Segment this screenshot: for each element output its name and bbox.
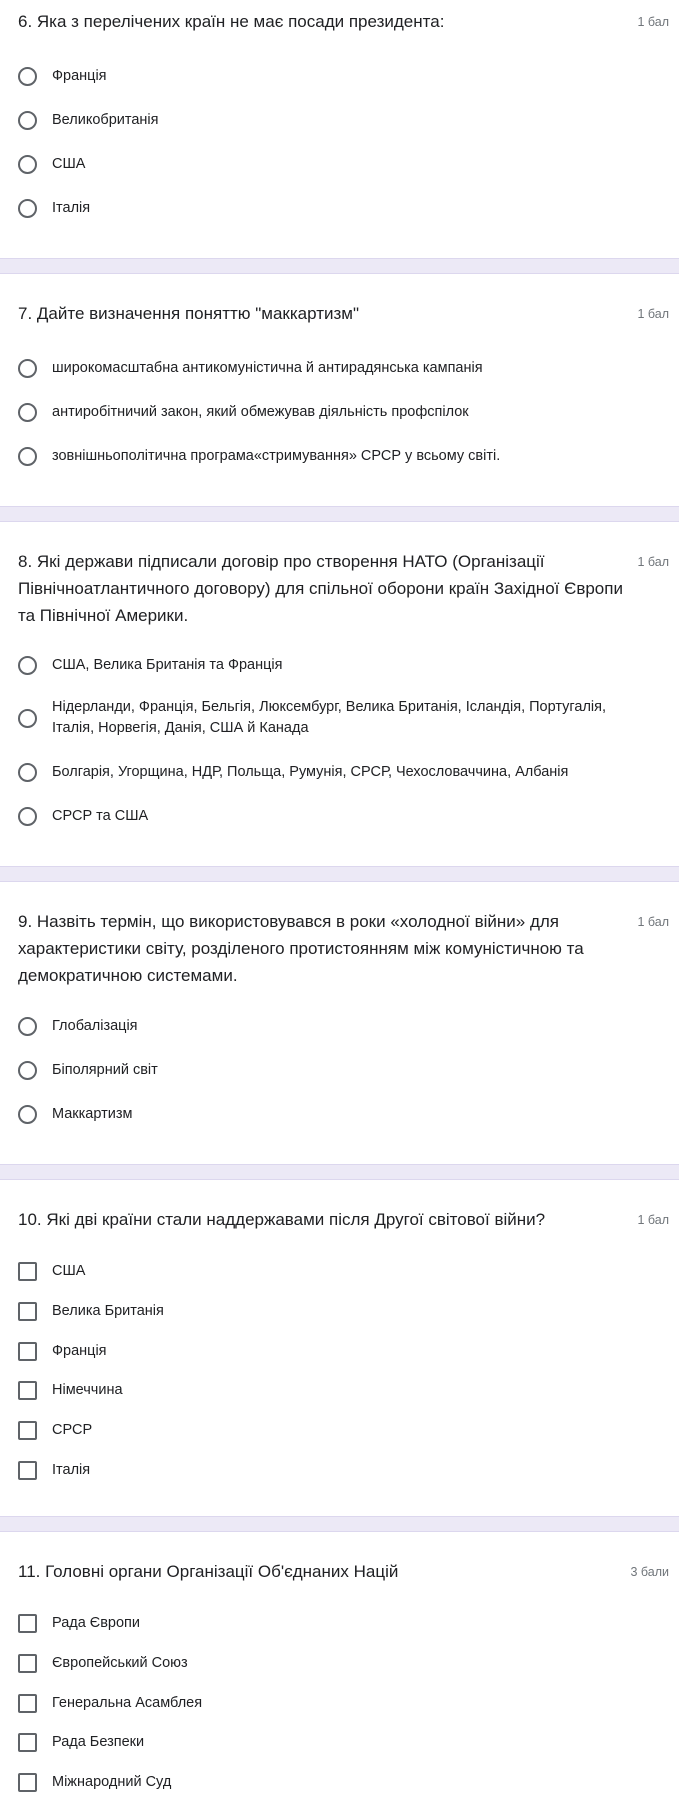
checkbox[interactable] (18, 1342, 37, 1361)
option-label: Глобалізація (52, 1018, 138, 1034)
radio-button[interactable] (18, 1105, 37, 1124)
option-checkbox[interactable] (18, 1301, 658, 1322)
checkbox[interactable] (18, 1461, 37, 1480)
option-label: Європейський Союз (52, 1655, 188, 1671)
checkbox[interactable] (18, 1421, 37, 1440)
section-divider (0, 1516, 679, 1532)
checkbox[interactable] (18, 1733, 37, 1752)
checkbox[interactable] (18, 1694, 37, 1713)
question-points: 1 бал (637, 1213, 669, 1227)
question-card-11 (0, 1532, 679, 1807)
question-points: 1 бал (637, 915, 669, 929)
option-label: Франція (52, 1343, 107, 1359)
option-radio[interactable] (18, 446, 658, 467)
option-radio[interactable] (18, 1060, 658, 1081)
question-points: 1 бал (637, 307, 669, 321)
option-label: Рада Європи (52, 1615, 141, 1631)
checkbox[interactable] (18, 1654, 37, 1673)
checkbox[interactable] (18, 1302, 37, 1321)
option-radio[interactable] (18, 66, 658, 87)
option-label: зовнішньополітична програма«стримування» СРСР у всьому світі. (52, 448, 501, 464)
radio-button[interactable] (18, 763, 37, 782)
option-radio[interactable] (18, 154, 658, 175)
question-points: 1 бал (637, 15, 669, 29)
option-radio[interactable] (18, 198, 658, 219)
option-checkbox[interactable] (18, 1261, 658, 1282)
option-radio[interactable] (18, 1104, 658, 1125)
option-radio[interactable] (18, 762, 658, 783)
radio-button[interactable] (18, 656, 37, 675)
option-radio[interactable] (18, 110, 658, 131)
question-card-8 (0, 522, 679, 866)
option-label: США (52, 156, 86, 172)
option-checkbox[interactable] (18, 1693, 658, 1714)
section-divider (0, 506, 679, 522)
question-points: 1 бал (637, 555, 669, 569)
option-label: Генеральна Асамблея (52, 1695, 203, 1711)
question-card-6 (0, 0, 679, 258)
question-points: 3 бали (630, 1565, 669, 1579)
option-checkbox[interactable] (18, 1653, 658, 1674)
option-radio[interactable] (18, 1016, 658, 1037)
option-checkbox[interactable] (18, 1460, 658, 1481)
option-label: Велика Британія (52, 1303, 164, 1319)
radio-button[interactable] (18, 1061, 37, 1080)
option-label: Італія (52, 200, 91, 216)
section-divider (0, 1164, 679, 1180)
option-checkbox[interactable] (18, 1772, 658, 1793)
option-label: СРСР та США (52, 808, 149, 824)
radio-button[interactable] (18, 807, 37, 826)
option-checkbox[interactable] (18, 1613, 658, 1634)
radio-button[interactable] (18, 1017, 37, 1036)
option-label: Німеччина (52, 1382, 123, 1398)
option-label: США, Велика Британія та Франція (52, 657, 283, 673)
option-radio[interactable] (18, 402, 658, 423)
option-label: СРСР (52, 1422, 93, 1438)
option-label: Біполярний світ (52, 1062, 158, 1078)
option-label: Великобританія (52, 112, 159, 128)
option-label: США (52, 1263, 86, 1279)
option-label: Франція (52, 68, 107, 84)
option-checkbox[interactable] (18, 1341, 658, 1362)
section-divider (0, 866, 679, 882)
question-title: 6. Яка з перелічених країн не має посади президента: (18, 12, 445, 31)
radio-button[interactable] (18, 199, 37, 218)
option-checkbox[interactable] (18, 1380, 658, 1401)
radio-button[interactable] (18, 67, 37, 86)
checkbox[interactable] (18, 1773, 37, 1792)
radio-button[interactable] (18, 359, 37, 378)
option-label: Рада Безпеки (52, 1734, 145, 1750)
option-label: Міжнародний Суд (52, 1774, 172, 1790)
checkbox[interactable] (18, 1614, 37, 1633)
option-radio[interactable] (18, 697, 658, 739)
option-label: Нідерланди, Франція, Бельгія, Люксембург, Велика Британія, Ісландія, Португалія, Італія, Норвегія, Данія, США й Канада (52, 699, 607, 736)
option-checkbox[interactable] (18, 1732, 658, 1753)
radio-button[interactable] (18, 709, 37, 728)
option-radio[interactable] (18, 655, 658, 676)
question-title: 11. Головні органи Організації Об'єднаних Націй (18, 1562, 399, 1581)
option-checkbox[interactable] (18, 1420, 658, 1441)
option-radio[interactable] (18, 806, 658, 827)
question-card-10 (0, 1180, 679, 1516)
option-label: Італія (52, 1462, 91, 1478)
option-label: Болгарія, Угорщина, НДР, Польща, Румунія, СРСР, Чехословаччина, Албанія (52, 764, 569, 780)
checkbox[interactable] (18, 1262, 37, 1281)
question-card-7 (0, 274, 679, 506)
option-label: Маккартизм (52, 1106, 133, 1122)
question-title: 10. Які дві країни стали наддержавами після Другої світової війни? (18, 1210, 546, 1229)
question-title: 9. Назвіть термін, що використовувався в роки «холодної війни» для характеристики світу, розділеного протистоянням між комуністичною та демократичною системами. (18, 912, 584, 985)
radio-button[interactable] (18, 403, 37, 422)
checkbox[interactable] (18, 1381, 37, 1400)
section-divider (0, 258, 679, 274)
radio-button[interactable] (18, 155, 37, 174)
option-radio[interactable] (18, 358, 658, 379)
radio-button[interactable] (18, 111, 37, 130)
question-title: 8. Які держави підписали договір про створення НАТО (Організації Північноатлантичного договору) для спільної оборони країн Західної Європи та Північної Америки. (18, 552, 623, 625)
option-label: широкомасштабна антикомуністична й антирадянська кампанія (52, 360, 483, 376)
question-title: 7. Дайте визначення поняттю "маккартизм" (18, 304, 360, 323)
option-label: антиробітничий закон, який обмежував діяльність профспілок (52, 404, 469, 420)
radio-button[interactable] (18, 447, 37, 466)
question-card-9 (0, 882, 679, 1164)
